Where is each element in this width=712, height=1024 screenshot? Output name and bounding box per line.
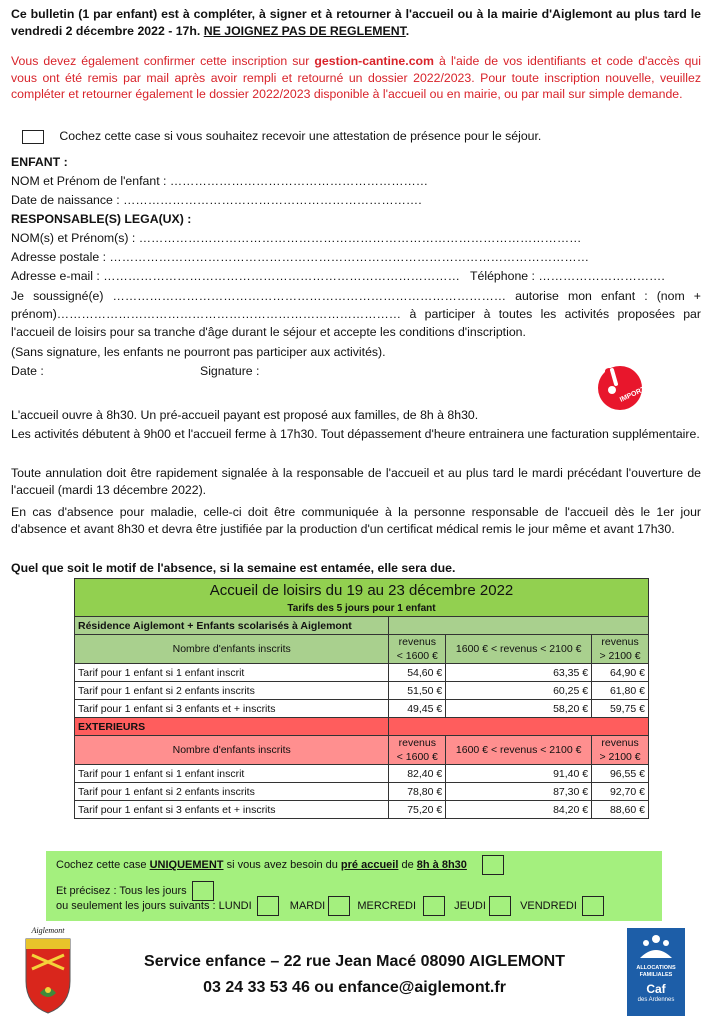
exterieurs-label: EXTERIEURS xyxy=(75,718,389,736)
info-sickness: En cas d'absence pour maladie, celle-ci doit être communiquée à la personne responsable de l'accueil dès le 1er jour d'absence et avant 8h30 et devra être justifiée par la production d'un certificat médical remis le jour même et avant 17h30. xyxy=(11,505,701,536)
site-link[interactable]: gestion-cantine.com xyxy=(314,54,434,68)
attestation-checkbox[interactable] xyxy=(22,130,44,144)
nom-enfant-field[interactable]: NOM et Prénom de l'enfant : ……………………………………………………… xyxy=(11,174,429,188)
intro-paragraph: Ce bulletin (1 par enfant) est à compléter, à signer et à retourner à l'accueil ou à la mairie d'Aiglemont au plus tard le vendredi 2 décembre 2022 - 17h. NE JOIGNEZ PAS DE REGLEMENT. xyxy=(11,7,701,38)
crest-icon xyxy=(18,935,78,1015)
telephone-field[interactable]: Téléphone : …………………………. xyxy=(470,269,665,283)
enfant-heading: ENFANT : xyxy=(11,155,68,169)
caf-logo: ALLOCATIONS FAMILIALES Caf des Ardennes xyxy=(627,928,685,1016)
nom-responsable-field[interactable]: NOM(s) et Prénom(s) : ……………………………………………………………………………………………… xyxy=(11,231,582,245)
jeudi-checkbox[interactable] xyxy=(489,896,511,916)
info-opening: L'accueil ouvre à 8h30. Un pré-accueil payant est proposé aux familles, de 8h à 8h30. xyxy=(11,408,479,422)
table-row: Tarif pour 1 enfant si 1 enfant inscrit 82,40 € 91,40 € 96,55 € xyxy=(75,765,649,783)
residents-header-row xyxy=(75,635,649,664)
info-due: Quel que soit le motif de l'absence, si la semaine est entamée, elle sera due. xyxy=(11,561,456,575)
no-payment-notice: NE JOIGNEZ PAS DE REGLEMENT xyxy=(203,24,406,38)
confirm-paragraph: Vous devez également confirmer cette inscription sur gestion-cantine.com à l'aide de vos identifiants et code d'accès qui vous ont été remis par mail après avoir rempli et retourné un dossier 2022/2023. Pour toute inscription nouvelle, veuillez compléter et retourner également le dossier 2022/2023 disponible à l'accueil ou en mairie, ou par mail sur simple demande. xyxy=(11,54,701,101)
signature-label[interactable]: Signature : xyxy=(200,364,260,378)
info-activities: Les activités débutent à 9h00 et l'accueil ferme à 17h30. Tout dépassement d'heure entrainera une facturation supplémentaire. xyxy=(11,427,700,441)
no-signature-note: (Sans signature, les enfants ne pourront pas participer aux activités). xyxy=(11,345,386,359)
table-title: Accueil de loisirs du 19 au 23 décembre 2022 xyxy=(75,579,649,602)
family-icon xyxy=(636,932,676,960)
mardi-checkbox[interactable] xyxy=(328,896,350,916)
table-row: Tarif pour 1 enfant si 3 enfants et + inscrits 49,45 € 58,20 € 59,75 € xyxy=(75,700,649,718)
tariff-table xyxy=(74,578,649,819)
attestation-label: Cochez cette case si vous souhaitez recevoir une attestation de présence pour le séjour. xyxy=(59,129,542,143)
footer-address: Service enfance – 22 rue Jean Macé 08090 AIGLEMONT xyxy=(144,953,565,970)
preaccueil-box xyxy=(46,851,662,921)
responsable-heading: RESPONSABLE(S) LEGA(UX) : xyxy=(11,212,192,226)
table-row: Tarif pour 1 enfant si 1 enfant inscrit 54,60 € 63,35 € 64,90 € xyxy=(75,664,649,682)
preaccueil-line1: Cochez cette case UNIQUEMENT si vous avez besoin du pré accueil de 8h à 8h30 xyxy=(56,855,504,875)
table-row: Tarif pour 1 enfant si 2 enfants inscrits 78,80 € 87,30 € 92,70 € xyxy=(75,783,649,801)
col-band3: revenus > 2100 € xyxy=(592,635,649,664)
table-row: Tarif pour 1 enfant si 2 enfants inscrits 51,50 € 60,25 € 61,80 € xyxy=(75,682,649,700)
mercredi-checkbox[interactable] xyxy=(423,896,445,916)
vendredi-checkbox[interactable] xyxy=(582,896,604,916)
naissance-field[interactable]: Date de naissance : ………………………………………………………………. xyxy=(11,193,422,207)
col-band2: 1600 € < revenus < 2100 € xyxy=(446,635,592,664)
date-label[interactable]: Date : xyxy=(11,364,44,378)
lundi-checkbox[interactable] xyxy=(257,896,279,916)
preaccueil-days: ou seulement les jours suivants : LUNDI MARDI MERCREDI JEUDI VENDREDI xyxy=(56,896,604,916)
exterieurs-header-row: Nombre d'enfants inscrits revenus < 1600 € 1600 € < revenus < 2100 € revenus > 2100 € xyxy=(75,736,649,765)
info-cancellation: Toute annulation doit être rapidement signalée à la responsable de l'accueil et au plus tard le mardi précédant l'ouverture de l'accueil (mardi 13 décembre 2022). xyxy=(11,466,701,497)
preaccueil-line2: Et précisez : Tous les jours xyxy=(56,881,214,901)
adresse-field[interactable]: Adresse postale : ……………………………………………………………………………………………………… xyxy=(11,250,590,264)
footer-contact[interactable]: 03 24 33 53 46 ou enfance@aiglemont.fr xyxy=(203,979,506,996)
table-subtitle: Tarifs des 5 jours pour 1 enfant xyxy=(75,601,649,617)
aiglemont-crest-logo: Aiglemont xyxy=(18,926,78,1018)
attestation-row xyxy=(22,128,712,145)
residents-label: Résidence Aiglemont + Enfants scolarisés à Aiglemont xyxy=(75,617,389,635)
authorization-paragraph: Je soussigné(e) …………………………………………………………………………………… autorise mon enfant : (nom + prénom)………………………………………………………………………… à participer à toutes les activités proposées par l'accueil de loisirs pour sa tranche d'âge durant le séjour et accepte les conditions d'inscription. xyxy=(11,289,701,339)
col-enfants: Nombre d'enfants inscrits xyxy=(75,635,389,664)
important-icon xyxy=(592,362,660,412)
email-field[interactable]: Adresse e-mail : …………………………………………………………………………… xyxy=(11,269,460,283)
preaccueil-checkbox[interactable] xyxy=(482,855,504,875)
table-row: Tarif pour 1 enfant si 3 enfants et + inscrits 75,20 € 84,20 € 88,60 € xyxy=(75,801,649,819)
important-badge-text: IMPORTANT xyxy=(618,380,660,404)
col-band1: revenus < 1600 € xyxy=(389,635,446,664)
